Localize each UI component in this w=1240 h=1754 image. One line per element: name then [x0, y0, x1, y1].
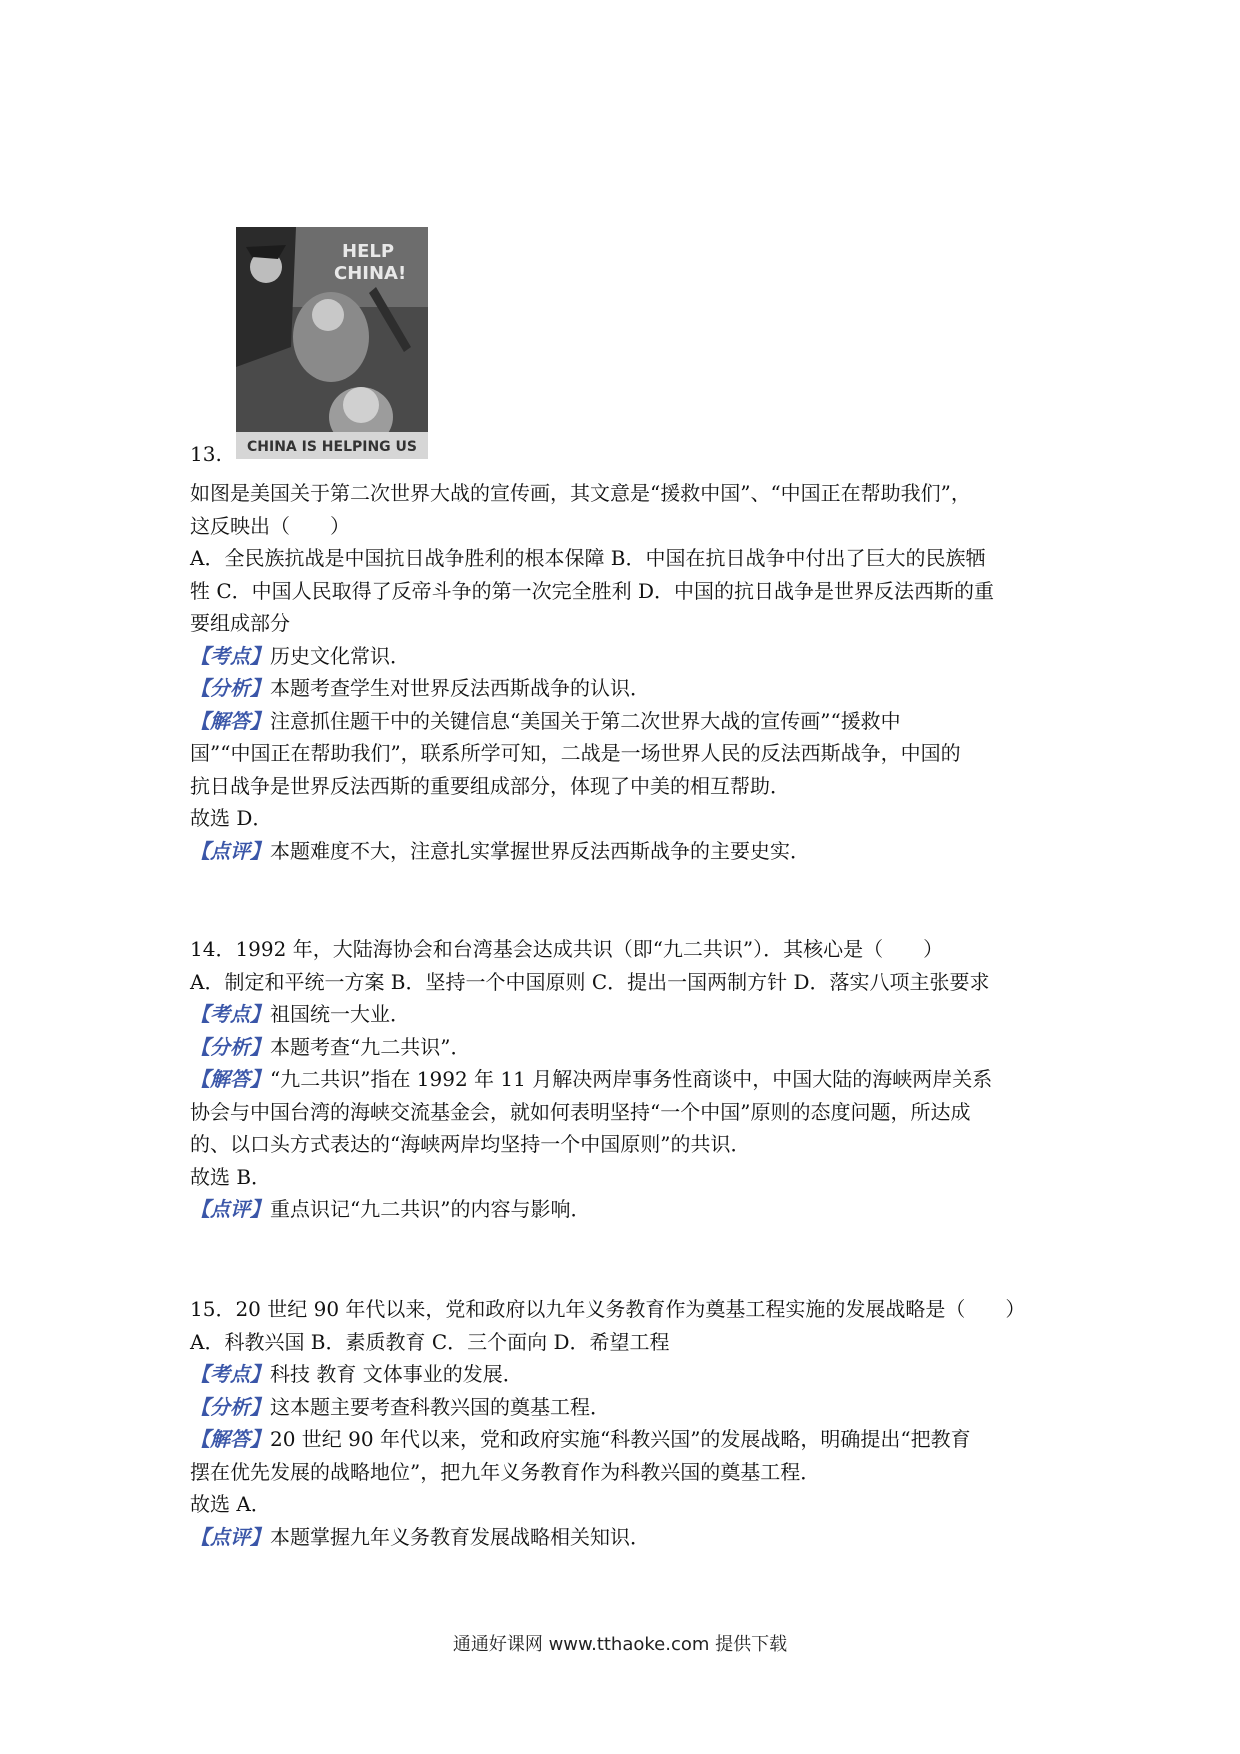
question-15 — [190, 1293, 1065, 1553]
q13-answer: 故选 D． — [190, 806, 273, 830]
q15-kaodian-text: 科技 教育 文体事业的发展． — [270, 1362, 523, 1386]
q14-options: A．制定和平统一方案 B．坚持一个中国原则 C．提出一国两制方针 D．落实八项主张要求 — [190, 969, 990, 994]
poster-title-line1: HELP — [342, 241, 395, 262]
q15-dianping-text: 本题掌握九年义务教育发展战略相关知识． — [270, 1524, 650, 1549]
q13-kaodian-text: 历史文化常识． — [270, 643, 410, 668]
q15-jieda-line1: 20 世纪 90 年代以来，党和政府实施“科教兴国”的发展战略，明确提出“把教育 — [270, 1427, 971, 1451]
q13-kaodian — [190, 640, 1065, 673]
q14-stem: 14．1992 年，大陆海协会和台湾基会达成共识（即“九二共识”）．其核心是（ ） — [190, 937, 944, 961]
q13-options-line3: 要组成部分 — [190, 611, 290, 635]
fenxi-tag: 【分析】 — [190, 1394, 270, 1419]
q14-answer: 故选 B． — [190, 1164, 272, 1189]
question-13-number: 13. — [190, 442, 222, 466]
q14-fenxi-text: 本题考查“九二共识”． — [270, 1034, 471, 1059]
q15-stem: 15．20 世纪 90 年代以来，党和政府以九年义务教育作为奠基工程实施的发展战略是（ ） — [190, 1297, 1026, 1321]
q14-jieda-line1: “九二共识”指在 1992 年 11 月解决两岸事务性商谈中，中国大陆的海峡两岸关系 — [270, 1067, 993, 1091]
q14-dianping — [190, 1193, 1065, 1226]
q13-jieda-line3: 抗日战争是世界反法西斯的重要组成部分，体现了中美的相互帮助． — [190, 773, 790, 798]
poster-caption: CHINA IS HELPING US — [247, 439, 417, 455]
propaganda-poster-image — [236, 227, 428, 459]
fenxi-tag: 【分析】 — [190, 676, 270, 700]
q13-jieda-line2: 国”“中国正在帮助我们”，联系所学可知，二战是一场世界人民的反法西斯战争，中国的 — [190, 741, 961, 765]
q14-jieda — [190, 1063, 1065, 1096]
q13-dianping-text: 本题难度不大，注意扎实掌握世界反法西斯战争的主要史实． — [270, 838, 810, 863]
question-13 — [190, 477, 1065, 867]
q15-dianping — [190, 1521, 1065, 1554]
dianping-tag: 【点评】 — [190, 1524, 270, 1549]
q14-jieda-line2: 协会与中国台湾的海峡交流基金会，就如何表明坚持“一个中国”原则的态度问题，所达成 — [190, 1099, 971, 1124]
q15-jieda — [190, 1423, 1065, 1456]
q14-jieda-line3: 的、以口头方式表达的“海峡两岸均坚持一个中国原则”的共识． — [190, 1132, 751, 1156]
q14-fenxi — [190, 1031, 1065, 1064]
q14-kaodian — [190, 998, 1065, 1031]
dianping-tag: 【点评】 — [190, 1197, 270, 1221]
q15-answer: 故选 A． — [190, 1492, 271, 1516]
q13-options-line2: 牲 C．中国人民取得了反帝斗争的第一次完全胜利 D．中国的抗日战争是世界反法西斯的重 — [190, 578, 995, 603]
q13-fenxi-text: 本题考查学生对世界反法西斯战争的认识． — [270, 676, 650, 700]
q15-options: A．科教兴国 B．素质教育 C．三个面向 D．希望工程 — [190, 1329, 670, 1354]
q15-jieda-line2: 摆在优先发展的战略地位”，把九年义务教育作为科教兴国的奠基工程． — [190, 1459, 821, 1484]
q15-fenxi-text: 这本题主要考查科教兴国的奠基工程． — [270, 1394, 610, 1419]
kaodian-tag: 【考点】 — [190, 1362, 270, 1386]
q15-fenxi — [190, 1391, 1065, 1424]
q13-stem-line1: 如图是美国关于第二次世界大战的宣传画，其文意是“援救中国”、“中国正在帮助我们”， — [190, 481, 971, 505]
q13-stem-line2: 这反映出（ ） — [190, 513, 350, 538]
kaodian-tag: 【考点】 — [190, 1002, 270, 1026]
jieda-tag: 【解答】 — [190, 708, 270, 733]
q13-jieda-line1: 注意抓住题干中的关键信息“美国关于第二次世界大战的宣传画”“援救中 — [270, 708, 901, 733]
kaodian-tag: 【考点】 — [190, 643, 270, 668]
page-footer: 通通好课网 www.tthaoke.com 提供下载 — [452, 1634, 788, 1655]
jieda-tag: 【解答】 — [190, 1427, 270, 1451]
q15-kaodian — [190, 1358, 1065, 1391]
dianping-tag: 【点评】 — [190, 838, 270, 863]
q13-fenxi — [190, 672, 1065, 705]
q13-options-line1: A．全民族抗战是中国抗日战争胜利的根本保障 B．中国在抗日战争中付出了巨大的民族牺 — [190, 546, 986, 570]
q13-jieda — [190, 705, 1065, 738]
q14-dianping-text: 重点识记“九二共识”的内容与影响． — [270, 1197, 591, 1221]
q14-kaodian-text: 祖国统一大业． — [270, 1002, 410, 1026]
poster-illustration — [236, 227, 428, 459]
q13-dianping — [190, 835, 1065, 868]
fenxi-tag: 【分析】 — [190, 1034, 270, 1059]
poster-title-line2: CHINA! — [334, 263, 407, 284]
jieda-tag: 【解答】 — [190, 1067, 270, 1091]
question-14 — [190, 933, 1065, 1226]
